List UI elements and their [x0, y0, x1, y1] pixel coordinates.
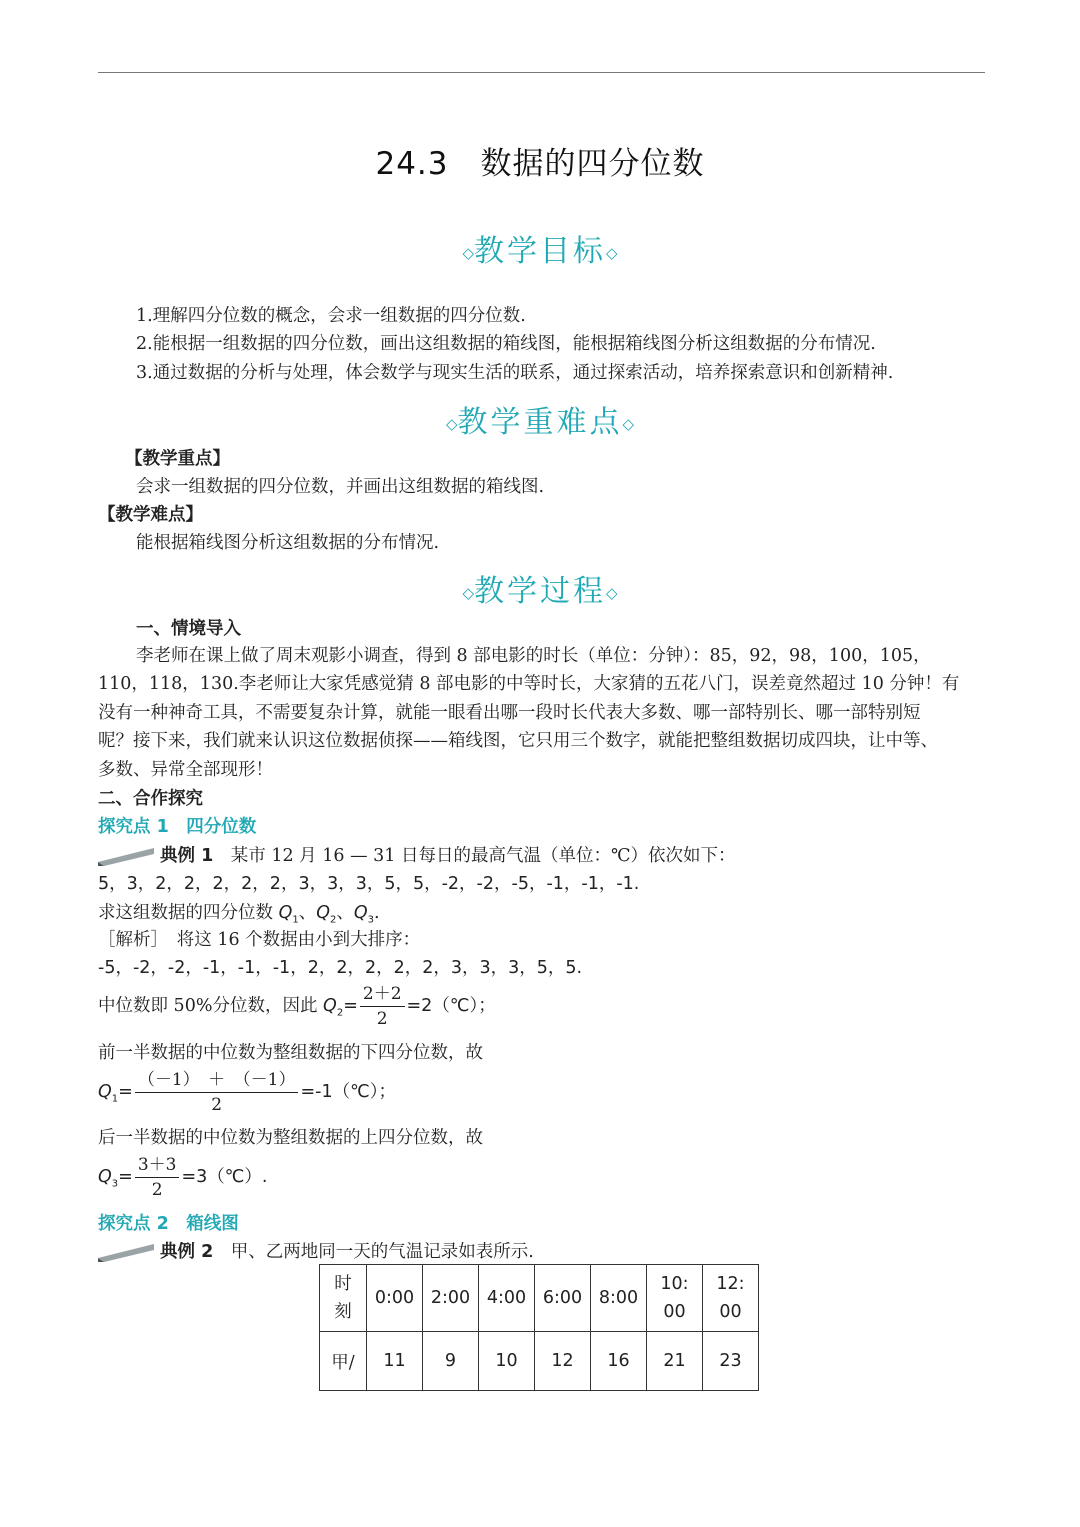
intro-line: 多数、异常全部现形！ — [98, 760, 273, 780]
example-banner-icon — [98, 848, 154, 866]
table-row — [320, 1332, 759, 1391]
table-cell: 11 — [367, 1332, 423, 1391]
difficulty-text: 能根据箱线图分析这组数据的分布情况. — [136, 533, 440, 553]
diamond-icon: ◇ — [445, 415, 458, 433]
explore-point-1: 探究点 1 四分位数 — [98, 817, 257, 837]
section-heading-key-points — [0, 397, 1080, 441]
table-cell: 时 刻 — [320, 1265, 367, 1332]
analysis-text: 将这 16 个数据由小到大排序： — [176, 930, 421, 950]
section-title: 教学目标 — [474, 234, 606, 269]
temperature-table — [319, 1264, 759, 1391]
table-cell: 21 — [647, 1332, 703, 1391]
table-cell: 12 — [535, 1332, 591, 1391]
example-1-line — [98, 842, 736, 870]
table-cell: 16 — [591, 1332, 647, 1391]
section-title: 教学过程 — [474, 574, 606, 609]
objective-2: 2.能根据一组数据的四分位数，画出这组数据的箱线图，能根据箱线图分析这组数据的分布情况. — [136, 334, 876, 354]
table-cell: 12: 00 — [703, 1265, 759, 1332]
top-rule — [98, 72, 985, 73]
section-heading-process — [0, 566, 1080, 610]
q1-symbol: $Q_1$ — [278, 903, 299, 926]
diamond-icon: ◇ — [462, 584, 474, 602]
table-cell: 9 — [423, 1332, 479, 1391]
diamond-icon: ◇ — [622, 415, 635, 433]
upper-quartile-text: 后一半数据的中位数为整组数据的上四分位数，故 — [98, 1128, 483, 1148]
focus-text: 会求一组数据的四分位数，并画出这组数据的箱线图. — [136, 477, 545, 497]
upper-fraction: $\frac{3+3}{2}$ — [135, 1153, 180, 1202]
example-1-label: 典例 1 — [160, 846, 214, 866]
example-2-label: 典例 2 — [160, 1242, 214, 1262]
table-cell: 8:00 — [591, 1265, 647, 1332]
table-cell: 2:00 — [423, 1265, 479, 1332]
intro-line: 李老师在课上做了周末观影小调查，得到 8 部电影的时长（单位：分钟）：85，92，98，100，105， — [136, 646, 931, 666]
example-2-line — [98, 1238, 534, 1266]
focus-label: 【教学重点】 — [125, 449, 230, 469]
intro-line: 110，118，130.李老师让大家凭感觉猜 8 部电影的中等时长，大家猜的五花八门，误差竟然超过 10 分钟！有 — [98, 674, 960, 694]
section-heading-objectives — [0, 226, 1080, 270]
example-banner-icon — [98, 1244, 154, 1262]
table-cell: 0:00 — [367, 1265, 423, 1332]
median-formula: 中位数即 50%分位数，因此 $Q_2=$ $\frac{2+2}{2}$ =2（℃）； — [98, 984, 496, 1029]
lower-formula: $Q_1=$ $\frac{(-1) + (-1)}{2}$ =-1（℃）； — [98, 1070, 396, 1115]
table-cell: 23 — [703, 1332, 759, 1391]
diamond-icon: ◇ — [606, 584, 618, 602]
table-header-row — [320, 1265, 759, 1332]
explore-heading: 二、合作探究 — [98, 789, 203, 809]
section-title: 教学重难点 — [457, 405, 623, 440]
objective-3: 3.通过数据的分析与处理，体会数学与现实生活的联系，通过探索活动，培养探索意识和创新精神. — [136, 363, 894, 383]
analysis-line — [98, 926, 420, 954]
explore-point-2: 探究点 2 箱线图 — [98, 1214, 239, 1234]
table-cell: 10: 00 — [647, 1265, 703, 1332]
table-cell: 甲/ — [320, 1332, 367, 1391]
analysis-label: ［解析］ — [98, 930, 160, 950]
intro-line: 没有一种神奇工具，不需要复杂计算，就能一眼看出哪一段时长代表大多数、哪一部特别长、哪一部特别短 — [98, 703, 921, 723]
table-cell: 10 — [479, 1332, 535, 1391]
diamond-icon: ◇ — [462, 244, 474, 262]
example-2-text: 甲、乙两地同一天的气温记录如表所示. — [230, 1242, 534, 1262]
example-1-text: 某市 12 月 16 — 31 日每日的最高气温（单位：℃）依次如下： — [230, 846, 736, 866]
table-cell: 4:00 — [479, 1265, 535, 1332]
data-line: 5，3，2，2，2，2，2，3，3，3，5，5，-2，-2，-5，-1，-1，-1. — [98, 874, 640, 894]
table-cell: 6:00 — [535, 1265, 591, 1332]
upper-formula: $Q_3=$ $\frac{3+3}{2}$ =3（℃）. — [98, 1155, 268, 1200]
intro-heading: 一、情境导入 — [136, 619, 241, 639]
page-title: 24.3 数据的四分位数 — [375, 146, 705, 182]
intro-line: 呢？接下来，我们就来认识这位数据侦探——箱线图，它只用三个数字，就能把整组数据切成四块，让中等、 — [98, 731, 938, 751]
q3-symbol: $Q_3$ — [353, 903, 375, 926]
question-text: 求这组数据的四分位数 — [98, 903, 273, 923]
question-line: 求这组数据的四分位数 $Q_1$、$Q_2$、$Q_3$. — [98, 903, 380, 926]
median-fraction: $\frac{2+2}{2}$ — [360, 982, 405, 1031]
objective-1: 1.理解四分位数的概念，会求一组数据的四分位数. — [136, 306, 526, 326]
q2-symbol: $Q_2$ — [316, 903, 337, 926]
sorted-line: -5，-2，-2，-1，-1，-1，2，2，2，2，2，3，3，3，5，5. — [98, 958, 583, 978]
difficulty-label: 【教学难点】 — [98, 505, 203, 525]
lower-quartile-text: 前一半数据的中位数为整组数据的下四分位数，故 — [98, 1043, 483, 1063]
lower-fraction: $\frac{(-1) + (-1)}{2}$ — [135, 1068, 299, 1117]
diamond-icon: ◇ — [606, 244, 618, 262]
